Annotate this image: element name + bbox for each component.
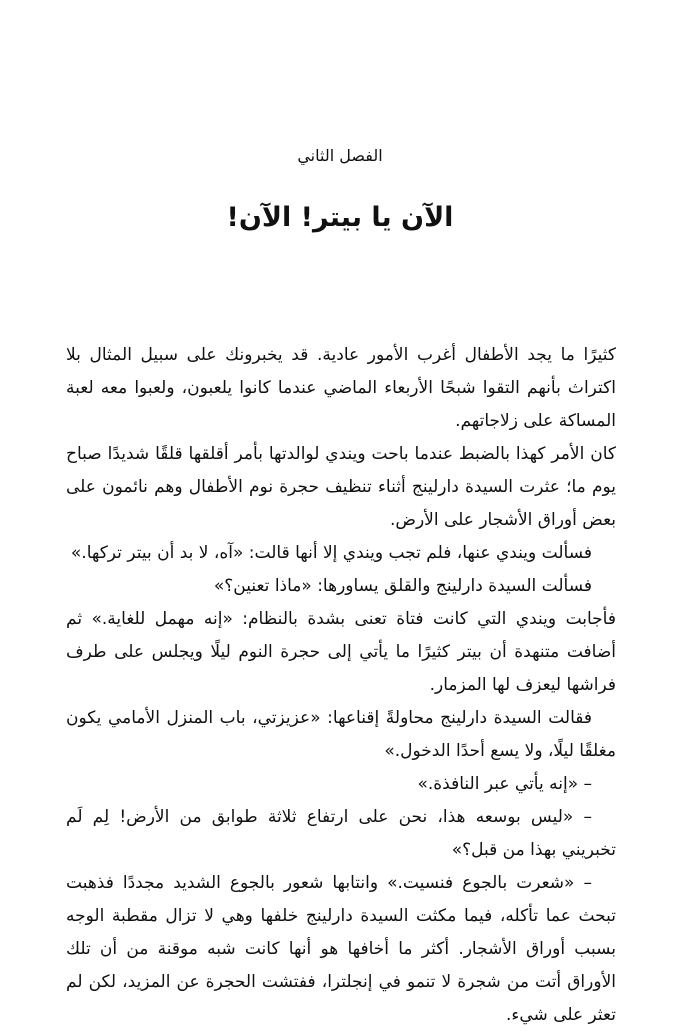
dialogue-line: – «إنه يأتي عبر النافذة.» (417, 774, 592, 794)
paragraph: كثيرًا ما يجد الأطفال أغرب الأمور عادية. قد يخبرونك على سبيل المثال بلا اكتراث بأنهم التقوا شبحًا الأربعاء الماضي عندما كانوا يلعبون، ولعبوا معه لعبة المساكة على زلاجاتهم. (66, 345, 616, 431)
dialogue-line: – «شعرت بالجوع فنسيت.» وانتابها شعور بالجوع الشديد مجددًا فذهبت تبحث عما تأكله، فيما مكثت السيدة دارلينج خلفها وهي لا تزال مقطبة الوجه بسبب أوراق الأشجار. أكثر ما أخافها هو أنها كانت شبه موقنة من أن تلك الأوراق أتت من شجرة لا تنمو في إنجلترا، ففتشت الحجرة عن المزيد، لكن لم تعثر على شيء. (66, 873, 616, 1025)
paragraph: فأجابت ويندي التي كانت فتاة تعنى بشدة بالنظام: «إنه مهمل للغاية.» ثم أضافت متنهدة أن بيتر كثيرًا ما يأتي إلى حجرة النوم ليلًا ويجلس على طرف فراشها ليعزف لها المزمار. (66, 609, 616, 695)
paragraph: فسألت السيدة دارلينج والقلق يساورها: «ماذا تعنين؟» (213, 576, 592, 596)
paragraph: فسألت ويندي عنها، فلم تجب ويندي إلا أنها قالت: «آه، لا بد أن بيتر تركها.» (70, 543, 592, 563)
chapter-title: الآن يا بيتر! الآن! (226, 202, 454, 233)
dialogue-line: – «ليس بوسعه هذا، نحن على ارتفاع ثلاثة طوابق من الأرض! لِم لَم تخبريني بهذا من قبل؟» (66, 807, 616, 860)
paragraph: فقالت السيدة دارلينج محاولةً إقناعها: «عزيزتي، باب المنزل الأمامي يكون مغلقًا ليلًا، ولا يسع أحدًا الدخول.» (66, 708, 616, 761)
chapter-label: الفصل الثاني (297, 146, 383, 165)
chapter-body (66, 339, 616, 1032)
paragraph: كان الأمر كهذا بالضبط عندما باحت ويندي لوالدتها بأمر أقلقها قلقًا شديدًا صباح يوم ما؛ عثرت السيدة دارلينج أثناء تنظيف حجرة نوم الأطفال وهم نائمون على بعض أوراق الأشجار على الأرض. (66, 444, 616, 530)
